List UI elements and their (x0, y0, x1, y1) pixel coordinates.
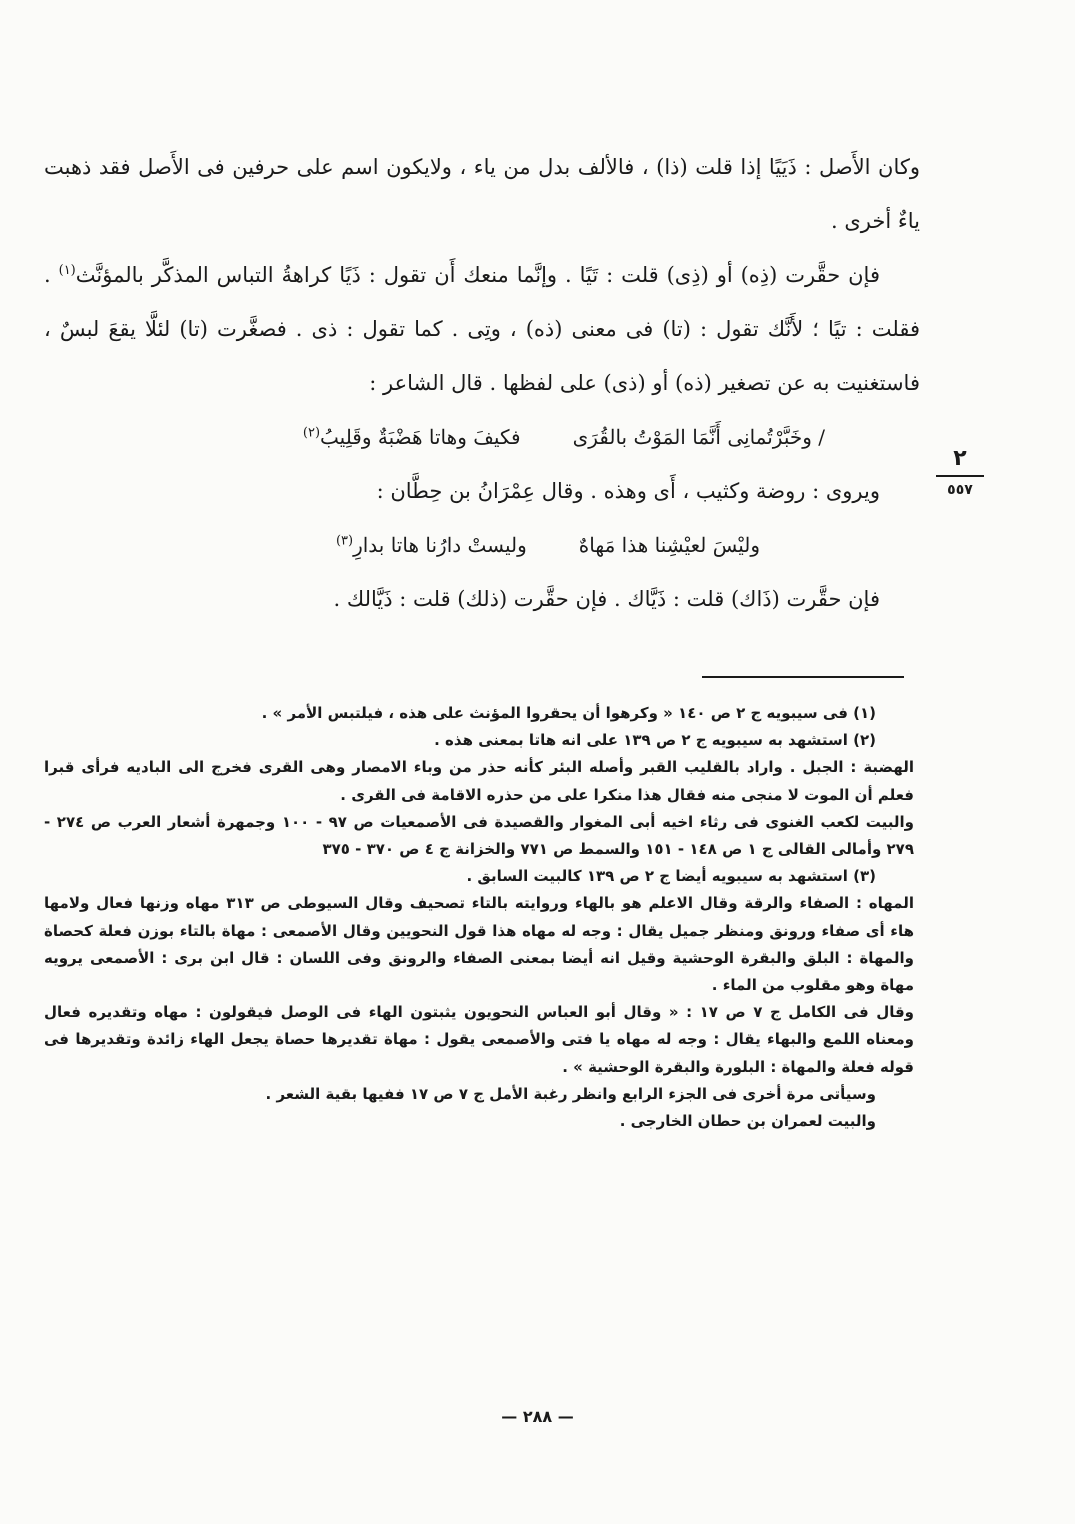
paragraph-2-part-b: . فقلت : تيًا ؛ لأَنَّك تقول : (تا) فى معنى (ذه) ، وتِى . كما تقول : ذى . فصغَّرت (تا) لئلَّا يقعَ لبسٌ ، فاستغنيت به عن تصغير (ذه) أو (ذى) على لفظها . قال الشاعر : (44, 263, 920, 395)
footnote-ref-1: (١) (58, 263, 76, 278)
footnote-3: (٣) استشهد به سيبويه أيضا ج ٢ ص ١٣٩ كالبيت السابق . (466, 867, 876, 886)
footnote-ref-3: (٣) (335, 533, 354, 549)
paragraph-2 (44, 248, 920, 410)
verse-1-first-hemistich: / وخَبَّرْتُمانِى أَنَّمَا المَوْتُ بالقُرَى (572, 425, 825, 449)
main-text (44, 140, 920, 626)
marker-number: ٢ (953, 446, 967, 471)
margin-page-marker (930, 446, 990, 500)
footnote-2: (٢) استشهد به سيبويه ج ٢ ص ١٣٩ على انه هاتا بمعنى هذه . (434, 731, 876, 750)
verse-2-first-hemistich: وليْسَ لعيْشِنا هذا مَهاهٌ (578, 533, 760, 557)
footnote-3-cross-ref: وسيأتى مرة أخرى فى الجزء الرابع وانظر رغبة الأمل ج ٧ ص ١٧ ففيها بقية الشعر . (265, 1084, 876, 1103)
footnote-ref-2: (٢) (302, 425, 321, 441)
paragraph-1: وكان الأَصل : ذَيَيًا إذا قلت (ذا) ، فالألف بدل من ياء ، ولايكون اسم على حرفين فى الأَصل فقد ذهبت ياءٌ أخرى . (44, 155, 920, 233)
footnote-divider (702, 676, 904, 678)
footnote-2-sources: والبيت لكعب الغنوى فى رثاء اخيه أبى المغوار والقصيدة فى الأصمعيات ص ٩٧ - ١٠٠ وجمهرة أشعار العرب ص ٢٧٤ - ٢٧٩ وأمالى القالى ج ١ ص ١٤٨ - ١٥١ والسمط ص ٧٧١ والخزانة ج ٤ ص ٣٧٠ - ٣٧٥ (44, 812, 915, 859)
footnote-3-attribution: والبيت لعمران بن حطان الخارجى . (619, 1112, 876, 1131)
verse-1-second-hemistich (303, 410, 521, 464)
paragraph-3: ويروى : روضة وكثيب ، أَى وهذه . وقال عِمْرَانُ بن حِطَّان : (376, 479, 880, 503)
verse-1 (44, 410, 920, 464)
verse-2-second-text: وليستْ دارُنا هاتا بدارِ (353, 533, 527, 557)
footnotes (44, 700, 914, 1135)
marker-page: ٥٥٧ (947, 482, 973, 498)
paragraph-2-part-a: فإن حقَّرت (ذِه) أو (ذِى) قلت : تَيًا . وإنَّما منعك أَن تقول : ذَيًا كراهةُ التباس المذكَّر بالمؤنَّث (75, 263, 880, 287)
verse-2 (44, 518, 920, 572)
footnote-3-kamil-quote: وقال فى الكامل ج ٧ ص ١٧ : « وقال أبو العباس النحويون يثبتون الهاء فى الوصل فيقولون : مهاه وتقديره فعال ومعناه اللمع والبهاء يقال : وجه له مهاه يا فتى والأصمعى يقول : مهاة تقديرها حصاة يجعل الهاء زائدة وتقديرها فى قوله فعلة والمهاة : البلورة والبقرة الوحشية » . (44, 1003, 914, 1076)
marker-rule (936, 475, 984, 477)
paragraph-4: فإن حقَّرت (ذَاك) قلت : ذَيَّاك . فإن حقَّرت (ذلك) قلت : ذَيَّالك . (333, 587, 880, 611)
footnote-3-explanation: المهاه : الصفاء والرقة وقال الاعلم هو بالهاء وروايته بالتاء تصحيف وقال السيوطى ص ٣١٣ مهاه وزنها فعال ولامها هاء أى صفاء ورونق ومنظر جميل يقال : وجه له مهاه هذا قول النحويين وقال الأصمعى : مهاة بالتاء بوزن فعلة كحصاة والمهاة : البلق والبقرة الوحشية وقيل انه أيضا بمعنى الصفاء والرونق وفى اللسان : قال ابن برى : الأصمعى يرويه مهاة وهو مقلوب من الماء . (44, 894, 914, 995)
verse-2-second-hemistich (336, 518, 527, 572)
footnote-2-explanation: الهضبة : الجبل . واراد بالقليب القبر وأصله البئر كأنه حذر من وباء الامصار وهى القرى فخرج الى الباديه فرأى قبرا فعلم أن الموت لا منجى منه فقال هذا منكرا على من حذره الاقامة فى القرى . (44, 758, 914, 804)
verse-1-second-text: فكيفَ وهاتا هَضْبَةٌ وقَلِيبُ (320, 425, 521, 449)
footnote-1: (١) فى سيبويه ج ٢ ص ١٤٠ « وكرهوا أن يحقروا المؤنث على هذه ، فيلتبس الأمر » . (261, 704, 876, 722)
page-number: — ٢٨٨ — (501, 1407, 574, 1426)
